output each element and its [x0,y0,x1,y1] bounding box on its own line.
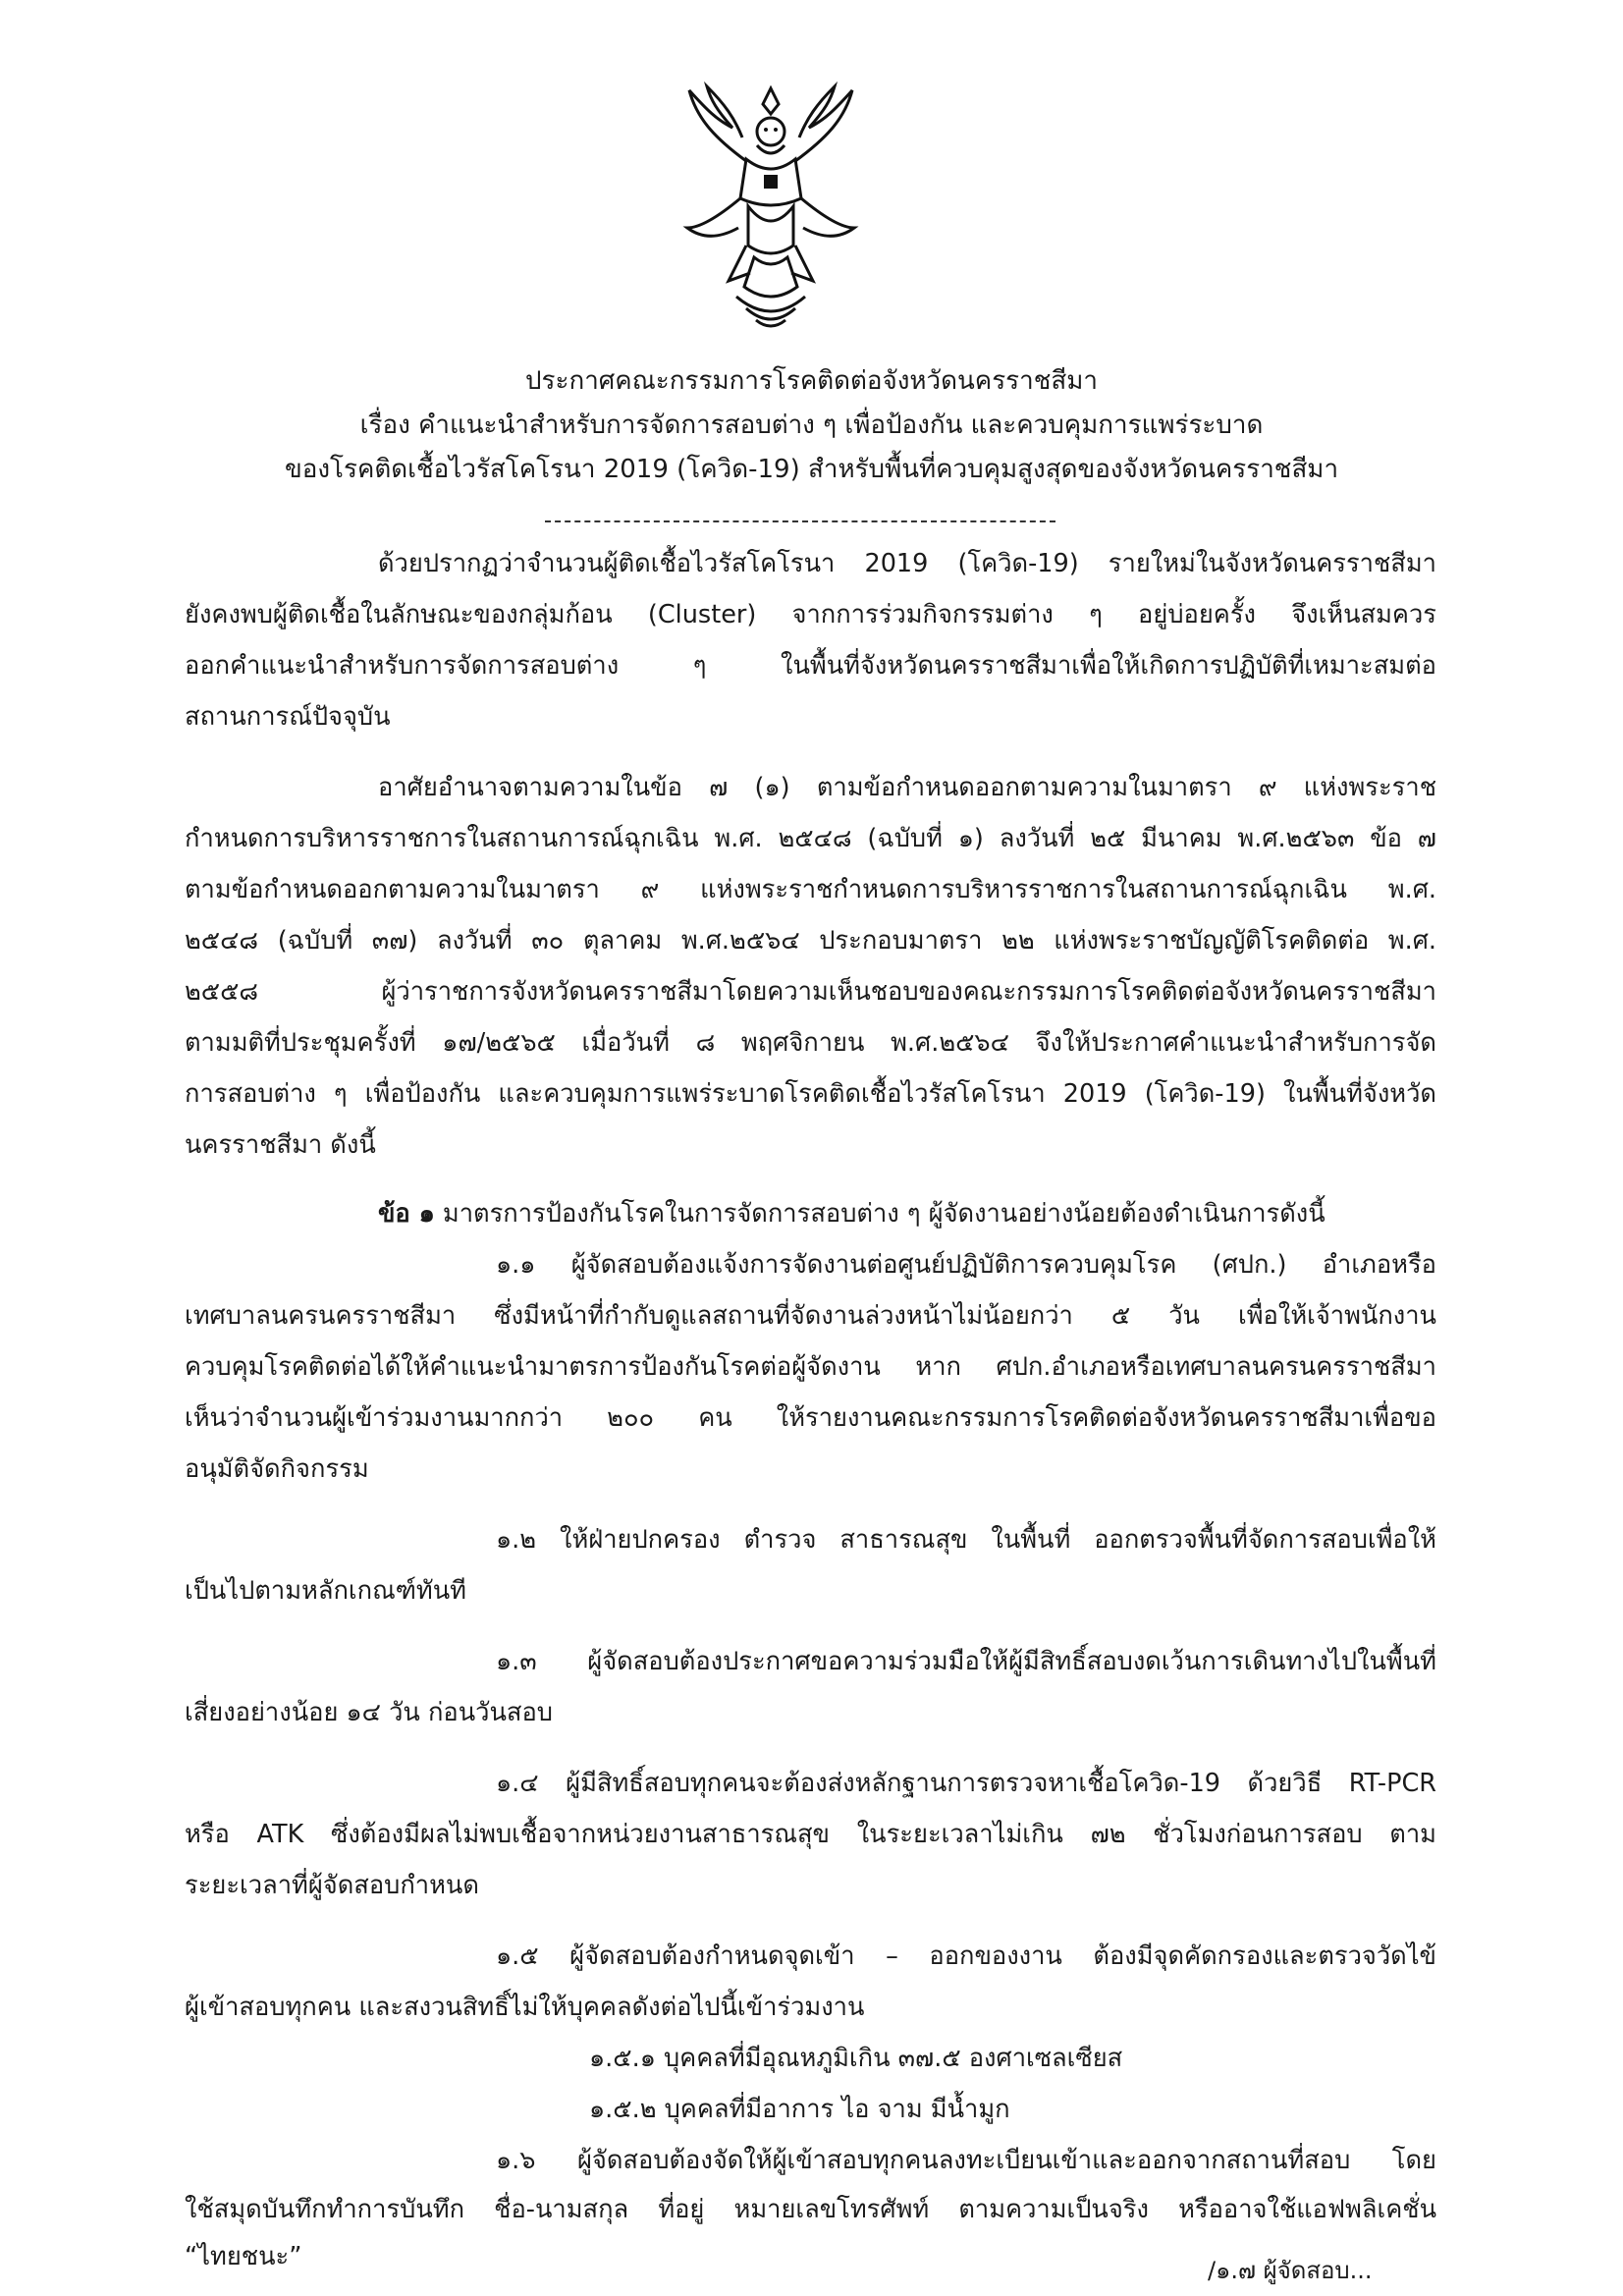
intro-p1-line4: สถานการณ์ปัจจุบัน [185,702,391,732]
clause-1-heading-text: มาตรการป้องกันโรคในการจัดการสอบต่าง ๆ ผู้จัดงานอย่างน้อยต้องดำเนินการดังนี้ [434,1199,1325,1229]
clause-1-4-line2: หรือ ATK ซึ่งต้องมีผลไม่พบเชื้อจากหน่วยงานสาธารณสุข ในระยะเวลาไม่เกิน ๗๒ ชั่วโมงก่อนการสอบ ตาม [185,1820,1436,1849]
intro-p2-line2: กำหนดการบริหารราชการในสถานการณ์ฉุกเฉิน พ.ศ. ๒๕๔๘ (ฉบับที่ ๑) ลงวันที่ ๒๕ มีนาคม พ.ศ.๒๕๖๓ ข้อ ๗ [185,824,1436,853]
clause-1-3-line1: ๑.๓ ผู้จัดสอบต้องประกาศขอความร่วมมือให้ผู้มีสิทธิ์สอบงดเว้นการเดินทางไปในพื้นที่ [496,1647,1436,1676]
clause-1-1-line2: เทศบาลนครนครราชสีมา ซึ่งมีหน้าที่กำกับดูแลสถานที่จัดงานล่วงหน้าไม่น้อยกว่า ๕ วัน เพื่อให้เจ้าพนักงาน [185,1301,1436,1331]
intro-p2-line6: ตามมติที่ประชุมครั้งที่ ๑๗/๒๕๖๕ เมื่อวันที่ ๘ พฤศจิกายน พ.ศ.๒๕๖๔ จึงให้ประกาศคำแนะนำสำหรับการจัด [185,1028,1436,1058]
clause-1-1-line3: ควบคุมโรคติดต่อได้ให้คำแนะนำมาตรการป้องกันโรคต่อผู้จัดงาน หาก ศปก.อำเภอหรือเทศบาลนครนครราชสีมา [185,1352,1436,1382]
clause-1-3-line2: เสี่ยงอย่างน้อย ๑๔ วัน ก่อนวันสอบ [185,1698,553,1727]
announcement-subject-cont: ของโรคติดเชื้อไวรัสโคโรนา 2019 (โควิด-19) สำหรับพื้นที่ควบคุมสูงสุดของจังหวัดนครราชสีมา [284,455,1339,484]
clause-1-6-line3: “ไทยชนะ” [185,2242,302,2271]
title-divider [545,520,1055,522]
intro-p2-line5: ๒๕๕๘ ผู้ว่าราชการจังหวัดนครราชสีมาโดยความเห็นชอบของคณะกรรมการโรคติดต่อจังหวัดนครราชสีมา [185,977,1436,1007]
clause-1-5-line2: ผู้เข้าสอบทุกคน และสงวนสิทธิ์ไม่ให้บุคคลดังต่อไปนี้เข้าร่วมงาน [185,1993,865,2022]
announcement-title: ประกาศคณะกรรมการโรคติดต่อจังหวัดนครราชสีมา [525,366,1098,396]
clause-1-number: ข้อ ๑ [378,1199,435,1229]
clause-1-5-2: ๑.๕.๒ บุคคลที่มีอาการ ไอ จาม มีน้ำมูก [589,2095,1010,2124]
clause-1-heading [378,1194,1325,1233]
intro-p2-line3: ตามข้อกำหนดออกตามความในมาตรา ๙ แห่งพระราชกำหนดการบริหารราชการในสถานการณ์ฉุกเฉิน พ.ศ. [185,875,1436,904]
clause-1-2-line2: เป็นไปตามหลักเกณฑ์ทันที [185,1576,466,1606]
clause-1-6-line2: ใช้สมุดบันทึกทำการบันทึก ชื่อ-นามสกุล ที่อยู่ หมายเลขโทรศัพท์ ตามความเป็นจริง หรืออาจใช้แอฟพลิเคชั่น [185,2195,1436,2224]
clause-1-4-line3: ระยะเวลาที่ผู้จัดสอบกำหนด [185,1871,479,1900]
clause-1-4-line1: ๑.๔ ผู้มีสิทธิ์สอบทุกคนจะต้องส่งหลักฐานการตรวจหาเชื้อโควิด-19 ด้วยวิธี RT-PCR [496,1769,1436,1798]
clause-1-1-line5: อนุมัติจัดกิจกรรม [185,1454,369,1484]
intro-p1-line3: ออกคำแนะนำสำหรับการจัดการสอบต่าง ๆ ในพื้นที่จังหวัดนครราชสีมาเพื่อให้เกิดการปฏิบัติที่เหมาะสมต่อ [185,651,1436,681]
intro-p2-line4: ๒๕๔๘ (ฉบับที่ ๓๗) ลงวันที่ ๓๐ ตุลาคม พ.ศ.๒๕๖๔ ประกอบมาตรา ๒๒ แห่งพระราชบัญญัติโรคติดต่อ พ.ศ. [185,926,1436,956]
intro-p2-line7: การสอบต่าง ๆ เพื่อป้องกัน และควบคุมการแพร่ระบาดโรคติดเชื้อไวรัสโคโรนา 2019 (โควิด-19) ในพื้นที่จังหวัด [185,1079,1436,1109]
clause-1-2-line1: ๑.๒ ให้ฝ่ายปกครอง ตำรวจ สาธารณสุข ในพื้นที่ ออกตรวจพื้นที่จัดการสอบเพื่อให้ [496,1525,1436,1555]
clause-1-6-line1: ๑.๖ ผู้จัดสอบต้องจัดให้ผู้เข้าสอบทุกคนลงทะเบียนเข้าและออกจากสถานที่สอบ โดย [496,2146,1436,2175]
garuda-emblem-icon [677,81,864,336]
clause-1-5-line1: ๑.๕ ผู้จัดสอบต้องกำหนดจุดเข้า – ออกของงาน ต้องมีจุดคัดกรองและตรวจวัดไข้ [496,1941,1436,1971]
clause-1-1-line1: ๑.๑ ผู้จัดสอบต้องแจ้งการจัดงานต่อศูนย์ปฏิบัติการควบคุมโรค (ศปก.) อำเภอหรือ [496,1250,1436,1280]
clause-1-5-1: ๑.๕.๑ บุคคลที่มีอุณหภูมิเกิน ๓๗.๕ องศาเซลเซียส [589,2044,1123,2073]
intro-p1-line1: ด้วยปรากฏว่าจำนวนผู้ติดเชื้อไวรัสโคโรนา 2019 (โควิด-19) รายใหม่ในจังหวัดนครราชสีมา [378,549,1436,578]
intro-p2-line8: นครราชสีมา ดังนี้ [185,1130,376,1160]
clause-1-1-line4: เห็นว่าจำนวนผู้เข้าร่วมงานมากกว่า ๒๐๐ คน ให้รายงานคณะกรรมการโรคติดต่อจังหวัดนครราชสีมาเพื่อขอ [185,1403,1436,1433]
announcement-subject: เรื่อง คำแนะนำสำหรับการจัดการสอบต่าง ๆ เพื่อป้องกัน และควบคุมการแพร่ระบาด [359,410,1264,440]
intro-p2-line1: อาศัยอำนาจตามความในข้อ ๗ (๑) ตามข้อกำหนดออกตามความในมาตรา ๙ แห่งพระราช [378,773,1436,802]
page-continuation: /๑.๗ ผู้จัดสอบ... [1208,2257,1373,2284]
intro-p1-line2: ยังคงพบผู้ติดเชื้อในลักษณะของกลุ่มก้อน (Cluster) จากการร่วมกิจกรรมต่าง ๆ อยู่บ่อยครั้ง จึงเห็นสมควร [185,600,1436,629]
